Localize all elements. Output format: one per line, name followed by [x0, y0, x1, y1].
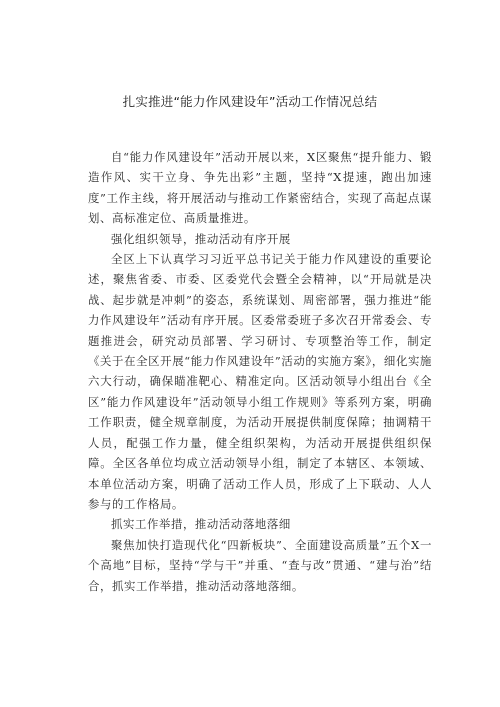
section-1-heading: 强化组织领导，推动活动有序开展	[111, 231, 291, 246]
document-body	[88, 147, 432, 596]
intro-paragraph: 自“能力作风建设年”活动开展以来，X区聚焦“提升能力、锻造作风、实干立身、争先出彩”主题，坚持“X提速，跑出加速度”工作主线，将开展活动与推动工作紧密结合，实现了高起点谋划、高标准定位、高质量推进。	[88, 150, 432, 226]
document-title: 扎实推进“能力作风建设年”活动工作情况总结	[122, 94, 378, 109]
section-2-paragraph: 聚焦加快打造现代化“四新板块”、全面建设高质量”五个X一个高地”目标，坚持“学与干”并重、“查与改”贯通、“建与治”结合，抓实工作举措，推动活动落地落细。	[88, 537, 432, 593]
section-2-heading: 抓实工作举措，推动活动落地落细	[111, 517, 291, 532]
section-1-paragraph: 全区上下认真学习习近平总书记关于能力作风建设的重要论述，聚焦省委、市委、区委党代会暨全会精神，以“开局就是决战、起步就是冲刺”的姿态，系统谋划、周密部署，强力推进“能力作风建设年”活动有序开展。区委常委班子多次召开常委会、专题推进会，研究动员部署、学习研讨、专项整治等工作，制定《关于在全区开展“能力作风建设年”活动的实施方案》，细化实施六大行动，确保瞄准靶心、精准定向。区活动领导小组出台《全区”能力作风建设年”活动领导小组工作规则》等系列方案，明确工作职责，健全规章制度，为活动开展提供制度保障；抽调精干人员，配强工作力量，健全组织架构，为活动开展提供组织保障。全区各单位均成立活动领导小组，制定了本辖区、本领域、本单位活动方案，明确了活动工作人员，形成了上下联动、人人参与的工作格局。	[88, 252, 432, 511]
